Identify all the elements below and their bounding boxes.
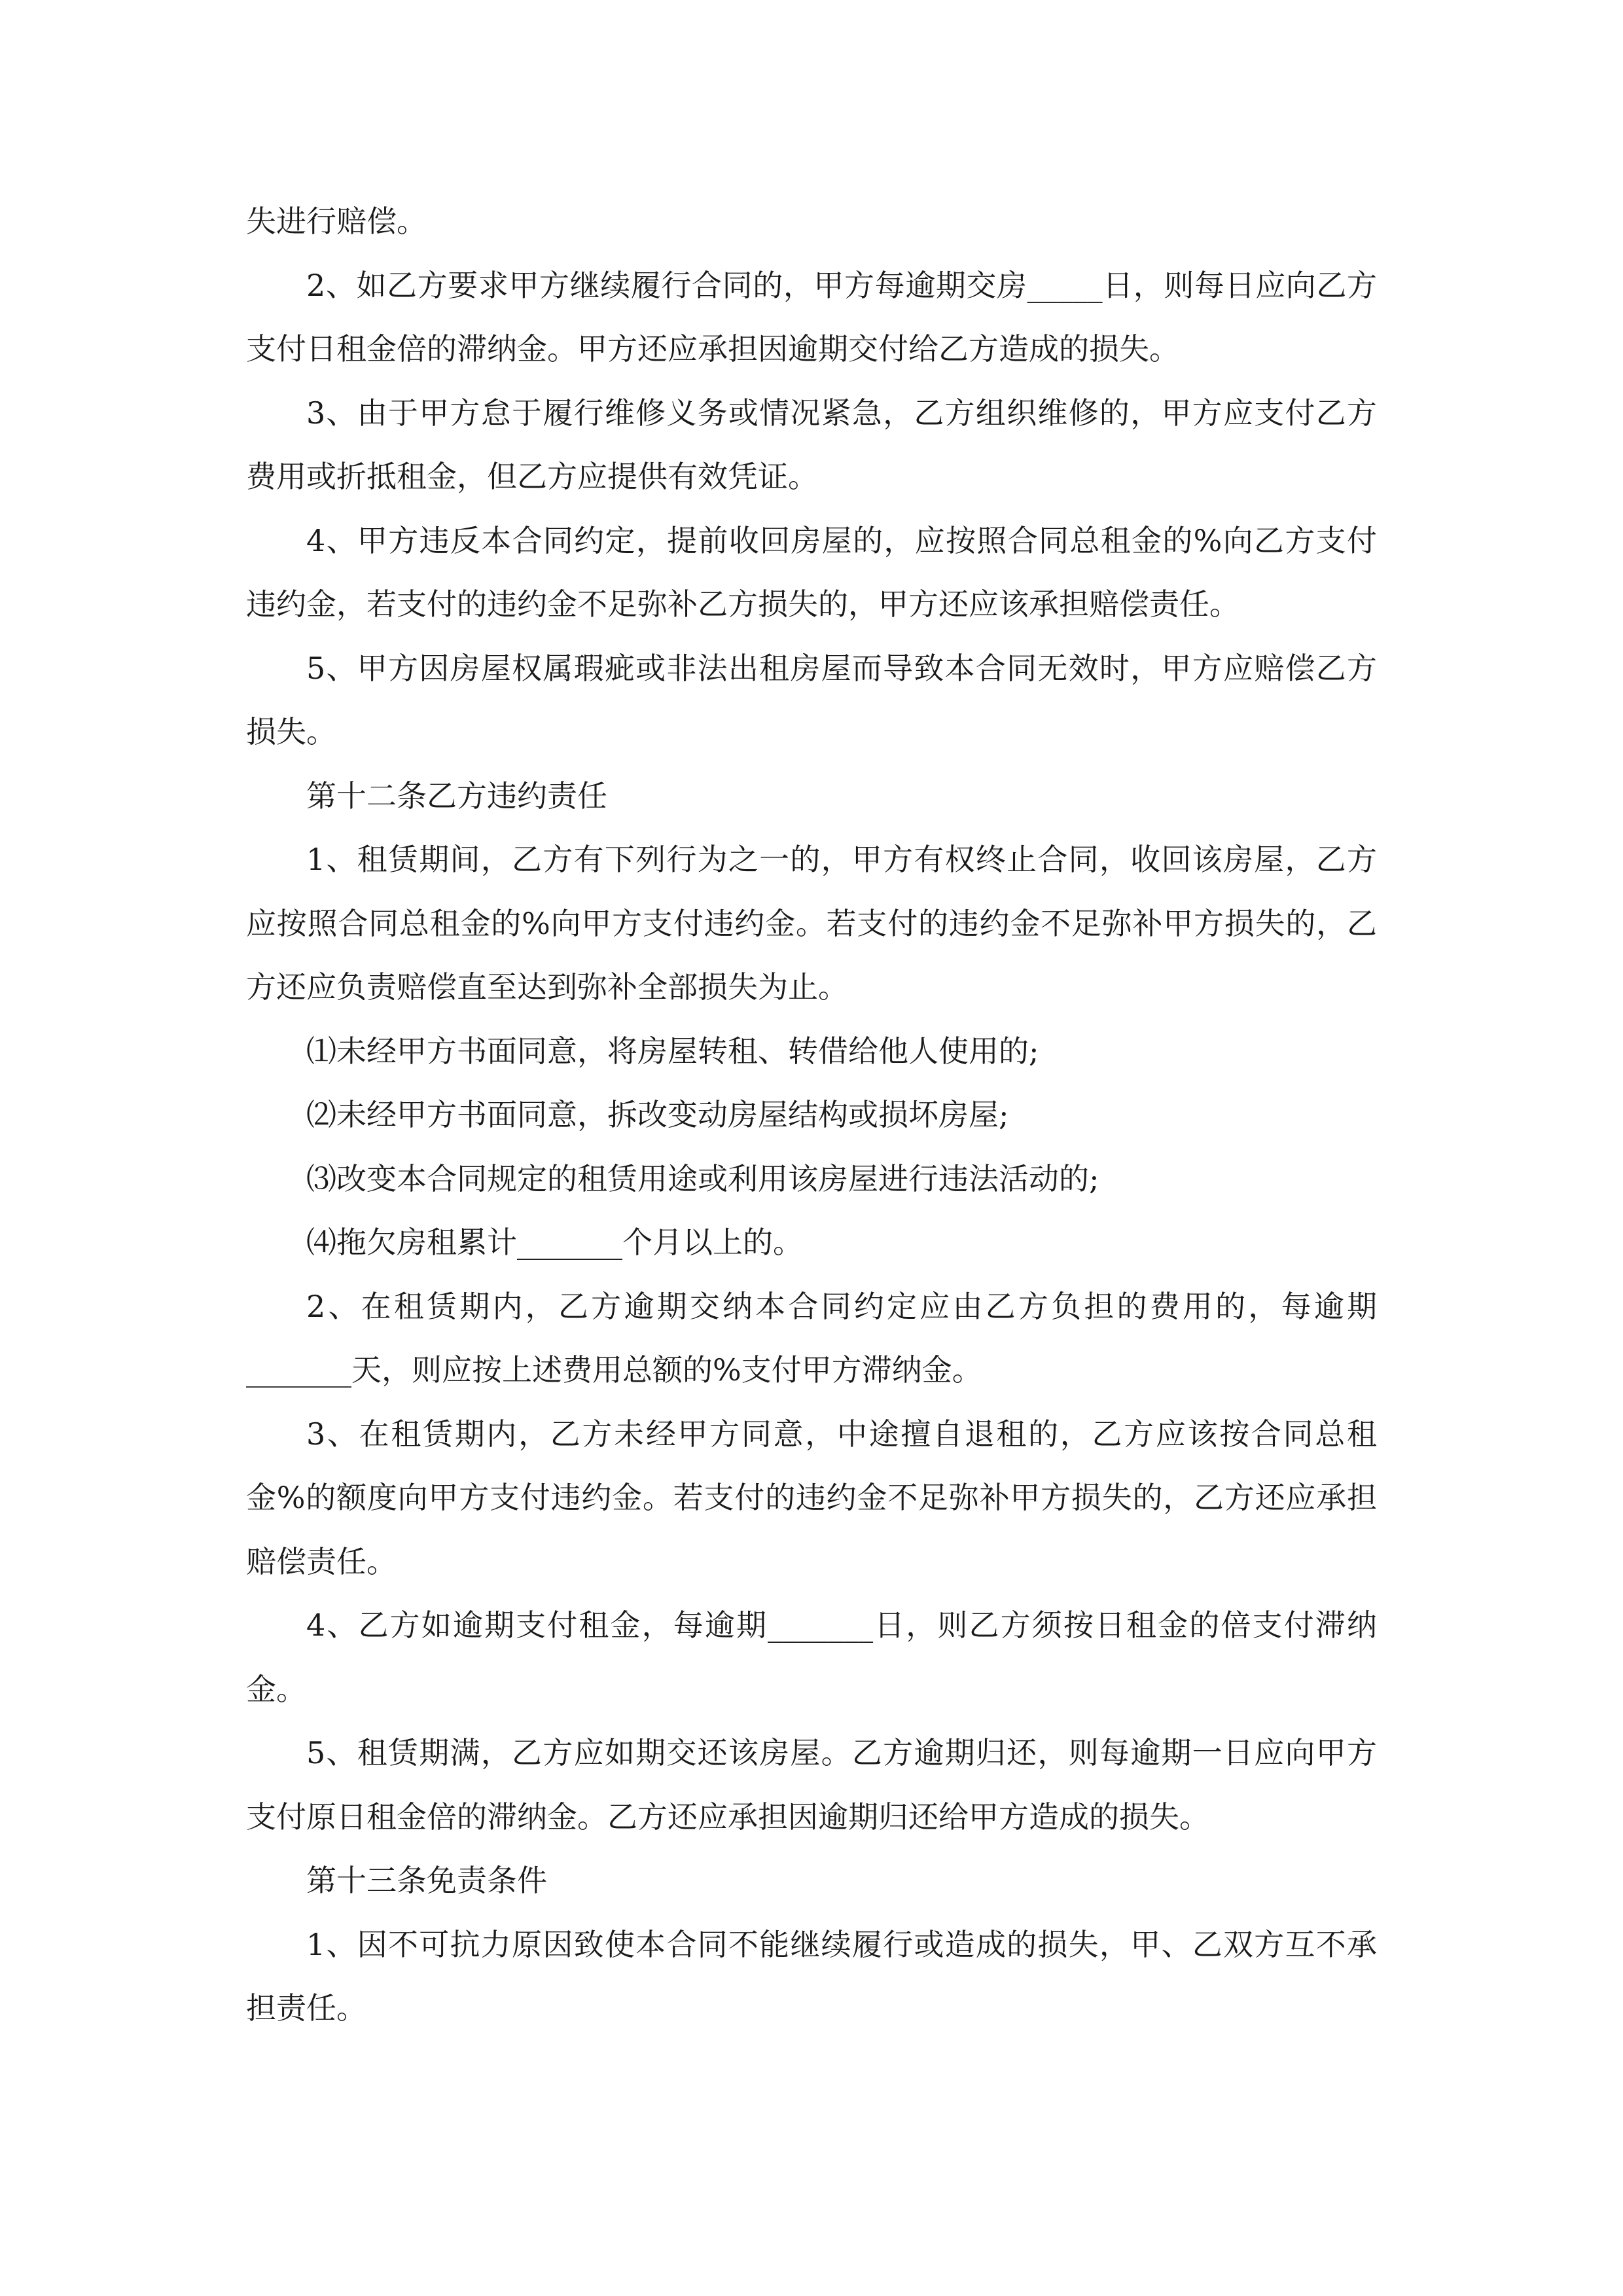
paragraph-clause-1-exemption: 1、因不可抗力原因致使本合同不能继续履行或造成的损失，甲、乙双方互不承担责任。 bbox=[246, 1926, 1377, 2026]
paragraph-clause-5-landlord: 5、甲方因房屋权属瑕疵或非法出租房屋而导致本合同无效时，甲方应赔偿乙方损失。 bbox=[246, 650, 1377, 749]
paragraph-clause-3-landlord: 3、由于甲方怠于履行维修义务或情况紧急，乙方组织维修的，甲方应支付乙方费用或折抵租金，但乙方应提供有效凭证。 bbox=[246, 395, 1377, 494]
section-heading-article-12: 第十二条乙方违约责任 bbox=[306, 778, 607, 814]
paragraph-clause-2-tenant: 2、在租赁期内，乙方逾期交纳本合同约定应由乙方负担的费用的，每逾期_______天，则应按上述费用总额的%支付甲方滞纳金。 bbox=[246, 1288, 1377, 1388]
list-item-4: ⑷拖欠房租累计_______个月以上的。 bbox=[306, 1225, 803, 1260]
paragraph-continuation: 失进行赔偿。 bbox=[246, 204, 427, 239]
paragraph-clause-4-landlord: 4、甲方违反本合同约定，提前收回房屋的，应按照合同总租金的%向乙方支付违约金，若支付的违约金不足弥补乙方损失的，甲方还应该承担赔偿责任。 bbox=[246, 522, 1377, 622]
section-heading-article-13: 第十三条免责条件 bbox=[306, 1863, 547, 1898]
document-body bbox=[246, 190, 1377, 2041]
list-item-3: ⑶改变本合同规定的租赁用途或利用该房屋进行违法活动的; bbox=[306, 1160, 1099, 1196]
paragraph-clause-3-tenant: 3、在租赁期内，乙方未经甲方同意，中途擅自退租的，乙方应该按合同总租金%的额度向甲方支付违约金。若支付的违约金不足弥补甲方损失的，乙方还应承担赔偿责任。 bbox=[246, 1416, 1377, 1579]
paragraph-clause-5-tenant: 5、租赁期满，乙方应如期交还该房屋。乙方逾期归还，则每逾期一日应向甲方支付原日租金倍的滞纳金。乙方还应承担因逾期归还给甲方造成的损失。 bbox=[246, 1735, 1377, 1835]
paragraph-clause-1-tenant: 1、租赁期间，乙方有下列行为之一的，甲方有权终止合同，收回该房屋，乙方应按照合同总租金的%向甲方支付违约金。若支付的违约金不足弥补甲方损失的，乙方还应负责赔偿直至达到弥补全部损失为止。 bbox=[246, 842, 1377, 1005]
list-item-1: ⑴未经甲方书面同意，将房屋转租、转借给他人使用的; bbox=[306, 1033, 1039, 1069]
paragraph-clause-4-tenant: 4、乙方如逾期支付租金，每逾期_______日，则乙方须按日租金的倍支付滞纳金。 bbox=[246, 1607, 1377, 1707]
list-item-2: ⑵未经甲方书面同意，拆改变动房屋结构或损坏房屋; bbox=[306, 1097, 1009, 1132]
paragraph-clause-2-landlord: 2、如乙方要求甲方继续履行合同的，甲方每逾期交房_____日，则每日应向乙方支付日租金倍的滞纳金。甲方还应承担因逾期交付给乙方造成的损失。 bbox=[246, 267, 1377, 367]
